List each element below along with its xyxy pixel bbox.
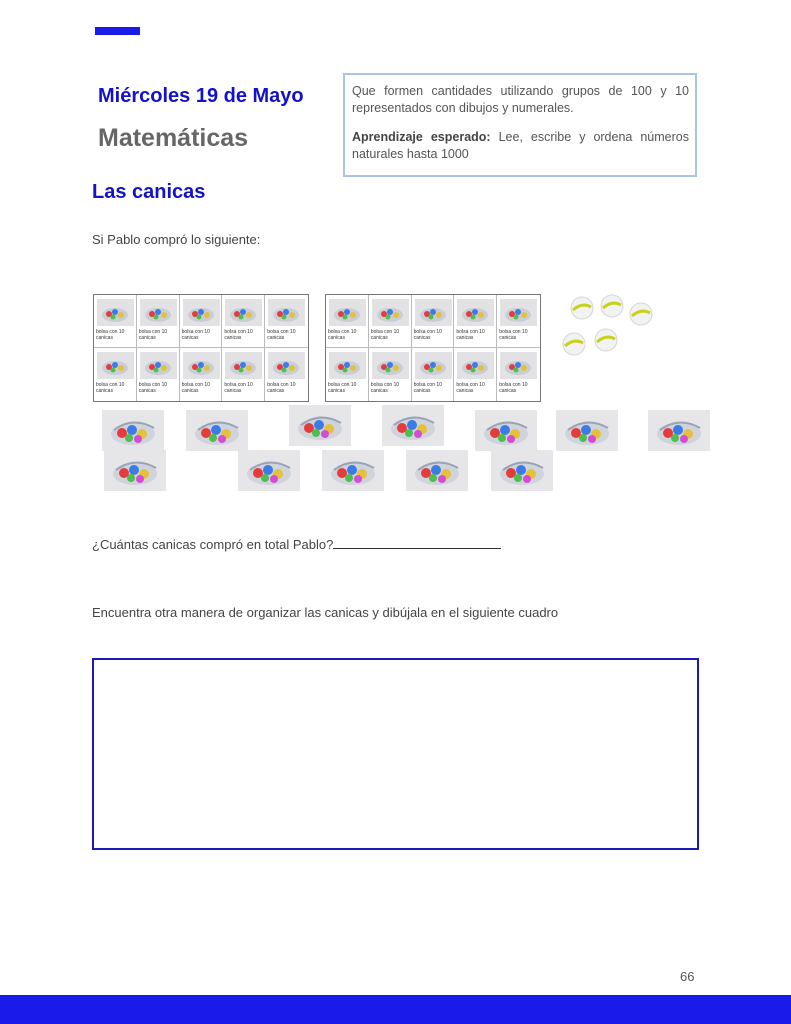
- bag-label: bolsa con 10 canicas: [181, 382, 210, 394]
- intro-text: Si Pablo compró lo siguiente:: [92, 232, 261, 247]
- marble-bags-illustration: [0, 0, 791, 500]
- bag-label: bolsa con 10 canicas: [224, 382, 253, 394]
- bag-label: bolsa con 10 canicas: [96, 329, 125, 341]
- bag-label: bolsa con 10 canicas: [413, 329, 442, 341]
- bag-label: bolsa con 10 canicas: [370, 382, 400, 394]
- lesson-date: Miércoles 19 de Mayo: [98, 85, 304, 107]
- page-number: 66: [680, 969, 695, 984]
- bag-label: bolsa con 10 canicas: [96, 382, 125, 394]
- bag-label: bolsa con 10 canicas: [328, 329, 357, 341]
- bag-label: bolsa con 10 canicas: [267, 382, 296, 394]
- subject-title: Matemáticas: [98, 124, 249, 152]
- bag-label: bolsa con 10 canicas: [499, 382, 528, 394]
- bag-label: bolsa con 10 canicas: [456, 329, 485, 341]
- bag-label: bolsa con 10 canicas: [370, 329, 400, 341]
- instruction-text: Encuentra otra manera de organizar las canicas y dibújala en el siguiente cuadro: [92, 605, 559, 620]
- answer-line[interactable]: [333, 538, 501, 549]
- bottom-accent-bar: [0, 995, 791, 1024]
- bag-label: bolsa con 10 canicas: [138, 382, 168, 394]
- bag-label: bolsa con 10 canicas: [413, 382, 442, 394]
- bag-label: bolsa con 10 canicas: [138, 329, 168, 341]
- learning-label: Aprendizaje esperado:: [352, 130, 491, 144]
- section-title: Las canicas: [92, 181, 206, 203]
- objective-text: Que formen cantidades utilizando grupos de 100 y 10 representados con dibujos y numerales.: [352, 84, 689, 115]
- loose-bags: [0, 0, 791, 500]
- bag-label: bolsa con 10 canicas: [267, 329, 296, 341]
- bag-label: bolsa con 10 canicas: [328, 382, 357, 394]
- bag-label: bolsa con 10 canicas: [181, 329, 210, 341]
- bag-label: bolsa con 10 canicas: [456, 382, 485, 394]
- learning-text: Lee, escribe y ordena números naturales hasta 1000: [352, 130, 689, 161]
- question-row: [92, 537, 501, 552]
- drawing-box[interactable]: [92, 658, 699, 850]
- bag-label: bolsa con 10 canicas: [499, 329, 528, 341]
- question-text: ¿Cuántas canicas compró en total Pablo?: [92, 537, 334, 552]
- bag-label: bolsa con 10 canicas: [224, 329, 253, 341]
